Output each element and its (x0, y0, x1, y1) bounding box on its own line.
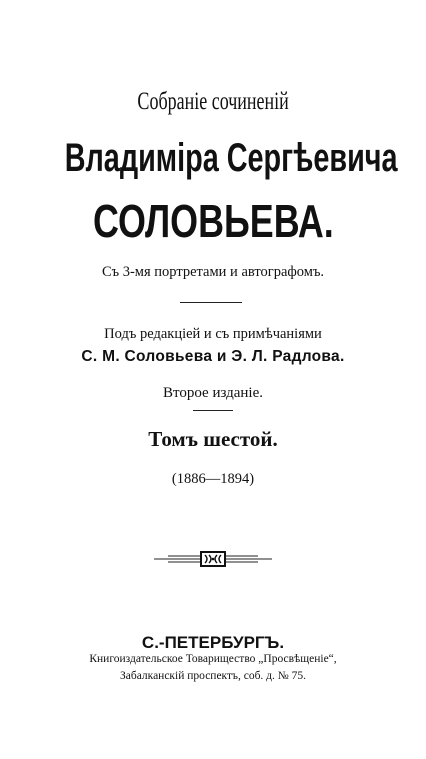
portraits-note: Съ 3-мя портретами и автографомъ. (101, 264, 325, 280)
author-surname (0, 194, 426, 248)
printer-ornament-icon (154, 551, 272, 567)
divider-rule-short (193, 410, 233, 411)
volume-title: Томъ шестой. (148, 427, 278, 451)
imprint-publisher: Книгоиздательское Товарищество „Просвѣщеніе“, (89, 653, 337, 665)
edition-label: Второе изданіе. (162, 385, 264, 401)
editorial-note: Подъ редакціей и съ примѣчаніями (104, 326, 322, 342)
volume-years: (1886—1894) (171, 471, 255, 487)
imprint-address: Забалканскій проспектъ, соб. д. № 75. (120, 670, 306, 682)
subtitle-text: Собраніе сочиненій (137, 88, 289, 115)
author-surname-text: СОЛОВЬЕВА. (92, 195, 334, 247)
editors-names: С. М. Соловьева и Э. Л. Радлова. (81, 348, 345, 365)
imprint-city: С.-ПЕТЕРБУРГЪ. (141, 633, 285, 652)
divider-rule (180, 302, 242, 303)
author-name-text: Владиміра Сергѣевича (64, 136, 398, 180)
author-first-names (0, 136, 426, 181)
collection-subtitle (0, 88, 426, 116)
